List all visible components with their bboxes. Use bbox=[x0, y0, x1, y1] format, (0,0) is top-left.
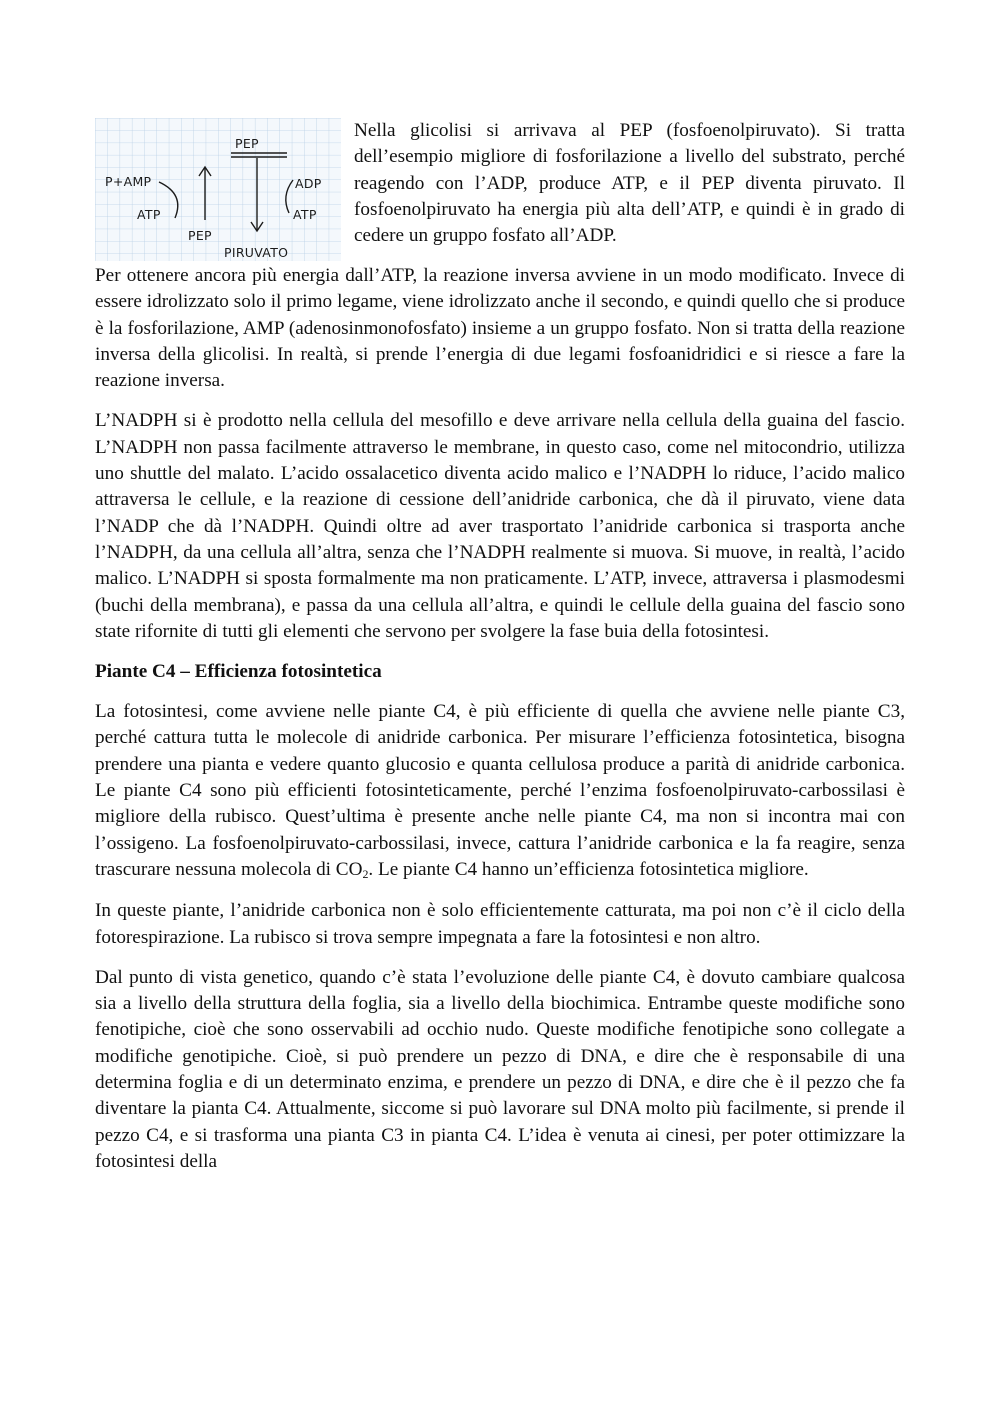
sketch-label-pep-top: PEP bbox=[235, 136, 259, 151]
paragraph-genetics: Dal punto di vista genetico, quando c’è stata l’evoluzione delle piante C4, è dovuto cambiare qualcosa sia a livello della struttura della foglia, sia a livello della biochimica. Entrambe queste modifiche sono fenotipiche, cioè che sono osservabili ad occhio nudo. Queste modifiche fenotipiche sono collegate a modifiche genotipiche. Cioè, si può prendere un pezzo di DNA, e dire che è responsabile di una determina foglia e di un determinato enzima, e prendere un pezzo di DNA, e dire che è il pezzo che fa diventare la pianta C4. Attualmente, siccome si può lavorare sul DNA molto più facilmente, si prende il pezzo C4, e si trasforma una pianta C3 in pianta C4. L’idea è venuta ai cinesi, per poter ottimizzare la fotosintesi della bbox=[95, 966, 905, 1172]
paragraph-c4-efficiency bbox=[95, 699, 905, 884]
sketch-label-p-amp: P+AMP bbox=[105, 174, 152, 189]
sketch-label-atp-right: ATP bbox=[293, 207, 317, 222]
sketch-label-adp: ADP bbox=[295, 176, 322, 191]
intro-paragraph: Nella glicolisi si arrivava al PEP (fosfoenolpiruvato). Si tratta dell’esempio migliore di fosforilazione a livello del substrato, perché reagendo con l’ADP, produce ATP, e il PEP diventa piruvato. Il fosfoenolpiruvato ha energia più alta dell’ATP, e quindi è in grado di cedere un gruppo fosfato all’ADP. bbox=[354, 120, 905, 247]
pep-reaction-sketch bbox=[95, 118, 341, 261]
section-heading: Piante C4 – Efficienza fotosintetica bbox=[95, 661, 382, 683]
page-content bbox=[95, 118, 905, 1189]
co2-subscript: 2 bbox=[362, 866, 369, 881]
paragraph-atp-reverse: Per ottenere ancora più energia dall’ATP, la reazione inversa avviene in un modo modificato. Invece di essere idrolizzato solo il primo legame, viene idrolizzato anche il secondo, e quindi quello che si produce è la fosforilazione, AMP (adenosinmonofosfato) insieme a un gruppo fosfato. Non si tratta della reazione inversa della glicolisi. In realtà, si prende l’energia di due legami fosfoanidridici e si riesce a fare la reazione inversa. bbox=[95, 265, 905, 392]
intro-block bbox=[95, 118, 905, 263]
sketch-label-pep-bottom: PEP bbox=[188, 228, 212, 243]
paragraph-c4-efficiency-end: . Le piante C4 hanno un’efficienza fotosintetica migliore. bbox=[368, 858, 809, 880]
paragraph-photorespiration: In queste piante, l’anidride carbonica non è solo efficientemente catturata, ma poi non c’è il ciclo della fotorespirazione. La rubisco si trova sempre impegnata a fare la fotosintesi e non altro. bbox=[95, 900, 905, 948]
sketch-label-atp-left: ATP bbox=[137, 207, 161, 222]
paragraph-nadph-shuttle: L’NADPH si è prodotto nella cellula del mesofillo e deve arrivare nella cellula della guaina del fascio. L’NADPH non passa facilmente attraverso le membrane, in questo caso, come nel mitocondrio, utilizza uno shuttle del malato. L’acido ossalacetico diventa acido malico e l’NADPH lo riduce, l’acido malico attraversa le cellule, e la reazione di cessione dell’anidride carbonica, che dà il piruvato, viene data l’NADP che dà l’NADPH. Quindi oltre ad aver trasportato l’anidride carbonica si trasporta anche l’NADPH, da una cellula all’altra, senza che l’NADPH realmente si muova. Si muove, in realtà, l’acido malico. L’NADPH si sposta formalmente ma non praticamente. L’ATP, invece, attraversa i plasmodesmi (buchi della membrana), e passa da una cellula all’altra, e quindi le cellule della guaina del fascio sono state rifornite di tutti gli elementi che servono per svolgere la fase buia della fotosintesi. bbox=[95, 410, 905, 642]
paragraph-c4-efficiency-text: La fotosintesi, come avviene nelle piante C4, è più efficiente di quella che avviene nelle piante C3, perché cattura tutta le molecole di anidride carbonica. Per misurare l’efficienza fotosintetica, bisogna prendere una pianta e vedere quanto glucosio e quanta cellulosa produce a parità di anidride carbonica. Le piante C4 sono più efficienti fotosinteticamente, perché l’enzima fosfoenolpiruvato-carbossilasi è migliore della rubisco. Quest’ultima è presente anche nelle piante C4, ma non si incontra mai con l’ossigeno. La fosfoenolpiruvato-carbossilasi, invece, cattura l’anidride carbonica e la fa reagire, senza trascurare nessuna molecola di CO bbox=[95, 701, 905, 880]
sketch-label-piruvato: PIRUVATO bbox=[224, 245, 289, 260]
